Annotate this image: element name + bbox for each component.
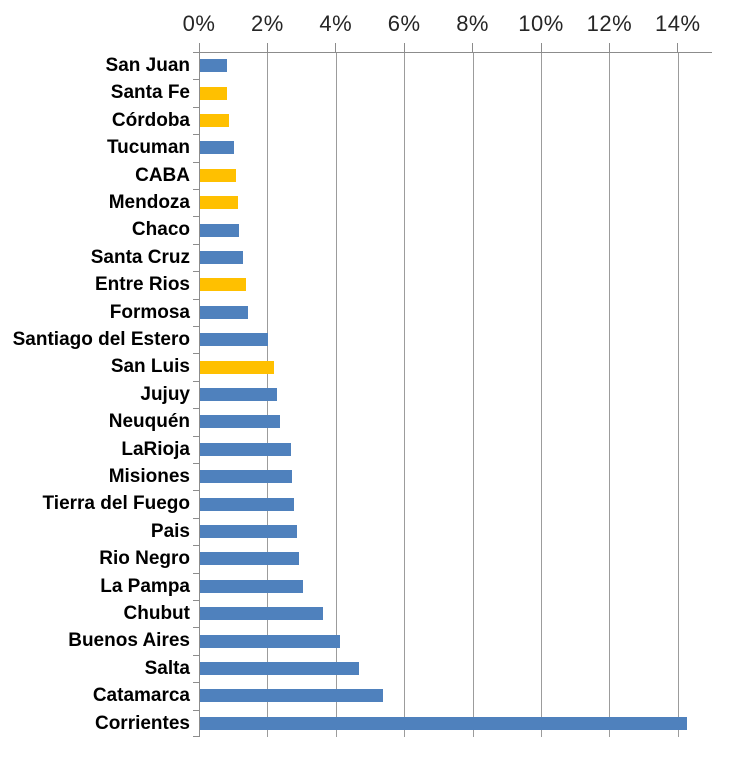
category-label: Buenos Aires [68, 630, 190, 652]
category-label: La Pampa [100, 575, 190, 597]
category-label: Santa Fe [110, 82, 190, 104]
bar [200, 662, 359, 675]
bar [200, 607, 323, 620]
bar [200, 251, 243, 264]
category-axis-tick [193, 408, 199, 409]
bar [200, 443, 291, 456]
category-label: Jujuy [140, 383, 190, 405]
value-axis-tick [472, 43, 473, 52]
value-tick-label: 0% [182, 11, 216, 36]
category-label: Entre Rios [94, 274, 190, 296]
value-tick-label: 12% [586, 11, 633, 36]
category-axis-tick [193, 326, 199, 327]
category-label: Rio Negro [99, 548, 190, 570]
bar [200, 361, 274, 374]
category-axis-tick [193, 655, 199, 656]
bar [200, 196, 238, 209]
bar [200, 717, 687, 730]
category-label: Neuquén [108, 411, 190, 433]
category-label: Córdoba [111, 109, 190, 131]
value-axis-tick [609, 43, 610, 52]
bar [200, 141, 234, 154]
category-label: Misiones [108, 466, 190, 487]
category-label: San Luis [110, 356, 190, 378]
category-label: Formosa [109, 301, 190, 323]
gridline [609, 52, 610, 737]
category-axis-tick [193, 79, 199, 80]
bar [200, 87, 227, 100]
bar [200, 169, 236, 182]
value-tick-label: 4% [319, 11, 353, 36]
bar [200, 333, 268, 346]
bar [200, 306, 248, 319]
bar [200, 278, 246, 291]
category-label: Tierra del Fuego [42, 493, 190, 515]
category-axis-tick [193, 518, 199, 519]
value-axis-tick [404, 43, 405, 52]
gridline [473, 52, 474, 737]
bar [200, 470, 292, 483]
plot-area [182, 11, 712, 737]
category-label: Chaco [131, 219, 190, 241]
category-axis-labels [0, 52, 199, 737]
bar [200, 224, 239, 237]
category-axis-tick [193, 436, 199, 437]
category-axis-tick [193, 682, 199, 683]
category-label: Mendoza [108, 192, 190, 213]
value-axis-tick [199, 43, 200, 52]
bar [200, 580, 303, 593]
category-axis-tick [193, 216, 199, 217]
gridline [404, 52, 405, 737]
category-axis-tick [193, 162, 199, 163]
category-axis-tick [193, 299, 199, 300]
value-tick-label: 8% [456, 11, 489, 36]
category-axis-tick [193, 271, 199, 272]
value-axis-tick [541, 43, 542, 52]
category-axis-tick [193, 736, 199, 737]
category-axis-tick [193, 710, 199, 711]
category-axis-tick [193, 573, 199, 574]
category-label: Santa Cruz [90, 246, 190, 268]
category-axis-tick [193, 244, 199, 245]
category-label: Santiago del Estero [12, 329, 190, 350]
value-axis-tick [267, 43, 268, 52]
category-label: Tucuman [106, 137, 190, 159]
category-axis-tick [193, 600, 199, 601]
bar [200, 114, 229, 127]
bar [200, 388, 277, 401]
value-tick-label: 14% [655, 11, 701, 36]
category-label: Catamarca [92, 685, 190, 707]
gridline [541, 52, 542, 737]
category-label: Corrientes [94, 712, 190, 734]
category-label: Pais [150, 520, 190, 542]
category-axis-line [199, 52, 200, 737]
category-label: LaRioja [121, 438, 190, 460]
category-label: CABA [135, 164, 190, 186]
bar [200, 635, 340, 648]
bar [200, 689, 383, 702]
bar [200, 498, 294, 511]
category-label: Salta [144, 657, 190, 679]
bar [200, 552, 299, 565]
category-axis-tick [193, 627, 199, 628]
value-tick-label: 2% [250, 11, 284, 36]
value-axis-line [199, 52, 712, 53]
value-axis-tick [677, 43, 678, 52]
category-axis-tick [193, 463, 199, 464]
category-axis-tick [193, 381, 199, 382]
category-label: Chubut [123, 603, 190, 624]
category-axis-tick [193, 52, 199, 53]
category-axis-tick [193, 490, 199, 491]
category-label: San Juan [105, 55, 190, 76]
category-axis-tick [193, 189, 199, 190]
gridline [678, 52, 679, 737]
value-tick-label: 10% [518, 11, 564, 36]
category-axis-tick [193, 134, 199, 135]
value-tick-label: 6% [387, 11, 421, 36]
category-axis-tick [193, 353, 199, 354]
category-axis-tick [193, 545, 199, 546]
category-axis-tick [193, 107, 199, 108]
bar [200, 415, 280, 428]
value-axis-tick [335, 43, 336, 52]
bar [200, 525, 297, 538]
bar [200, 59, 227, 72]
